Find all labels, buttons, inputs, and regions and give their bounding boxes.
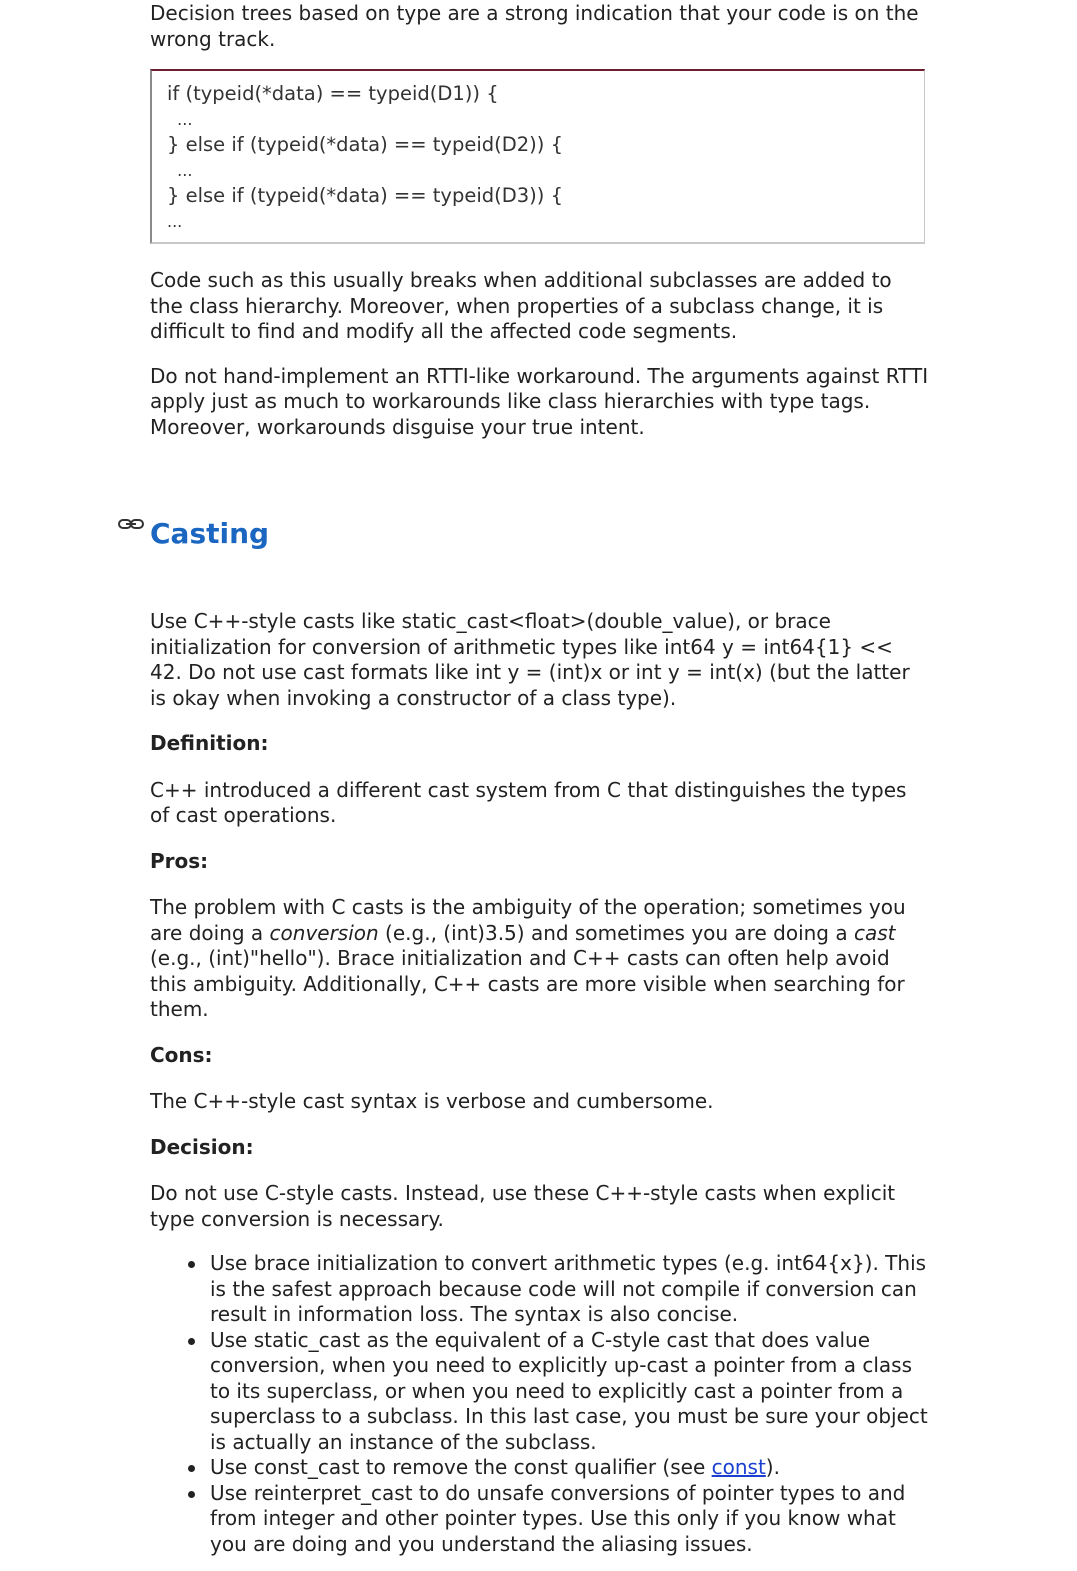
pros-text-part: (e.g., (int)3.5) and sometimes you are doing a (378, 920, 854, 945)
link-icon[interactable] (117, 516, 145, 532)
intro-paragraph: Decision trees based on type are a strong indication that your code is on the wrong track. (150, 1, 919, 51)
list-item: Use static_cast as the equivalent of a C-style cast that does value conversion, when you need to explicitly up-cast a pointer from a class to its superclass, or when you need to explicitly cast a pointer from a superclass to a subclass. In this last case, you must be sure your object is actually an instance of the subclass. (210, 1328, 930, 1456)
list-item: Use reinterpret_cast to do unsafe conversions of pointer types to and from integer and other pointer types. Use this only if you know what you are doing and you understand the aliasing issues. (210, 1481, 930, 1558)
casting-summary: Use C++-style casts like static_cast<float>(double_value), or brace initialization for conversion of arithmetic types like int64 y = int64{1} << 42. Do not use cast formats like int y = (int)x or int y = int(x) (but the latter is okay when invoking a constructor of a class type). (150, 609, 910, 710)
definition-text: C++ introduced a different cast system from C that distinguishes the types of cast operations. (150, 777, 907, 827)
cons-label: Cons: (150, 1042, 213, 1067)
decision-label: Decision: (150, 1134, 254, 1159)
code-line: } else if (typeid(*data) == typeid(D2)) { (167, 133, 563, 156)
workaround-paragraph: Do not hand-implement an RTTI-like workaround. The arguments against RTTI apply just as much to workarounds like class hierarchies with type tags. Moreover, workarounds disguise your true intent. (150, 363, 929, 439)
definition-label: Definition: (150, 731, 269, 755)
decision-text: Do not use C-style casts. Instead, use these C++-style casts when explicit type conversion is necessary. (150, 1181, 896, 1231)
code-block (150, 69, 925, 244)
list-item (210, 1455, 930, 1481)
list-item: Use brace initialization to convert arithmetic types (e.g. int64{x}). This is the safest approach because code will not compile if conversion can result in information loss. The syntax is also concise. (210, 1251, 930, 1328)
pros-text (150, 895, 930, 1023)
document-top (150, 1, 930, 440)
list-item-text: Use const_cast to remove the const qualifier (see (210, 1455, 712, 1479)
decision-bullet-list (150, 1251, 930, 1557)
code-line: if (typeid(*data) == typeid(D1)) { (167, 82, 499, 105)
pros-text-part: (e.g., (int)"hello"). Brace initialization and C++ casts can often help avoid this ambiguity. Additionally, C++ casts are more visible when searching for them. (150, 946, 905, 1021)
casting-heading-text: Casting (150, 517, 270, 550)
code-line: } else if (typeid(*data) == typeid(D3)) { (167, 184, 563, 207)
casting-section (150, 609, 930, 1557)
list-item-text: ). (765, 1455, 780, 1479)
breaks-paragraph: Code such as this usually breaks when additional subclasses are added to the class hierarchy. Moreover, when properties of a subclass change, it is difficult to find and modify all the affected code segments. (150, 268, 892, 343)
const-link[interactable]: const (711, 1455, 766, 1479)
pros-emphasis-cast: cast (853, 920, 896, 945)
cons-text: The C++-style cast syntax is verbose and cumbersome. (150, 1089, 714, 1113)
casting-heading (150, 517, 269, 551)
pros-emphasis-conversion: conversion (269, 920, 379, 945)
code-line: ... (167, 160, 193, 180)
pros-text-part: The problem with C casts is the ambiguity of the operation; sometimes you are doing a (150, 895, 906, 945)
pros-label: Pros: (150, 848, 209, 873)
code-line: ... (167, 211, 183, 231)
code-line: ... (167, 109, 193, 129)
